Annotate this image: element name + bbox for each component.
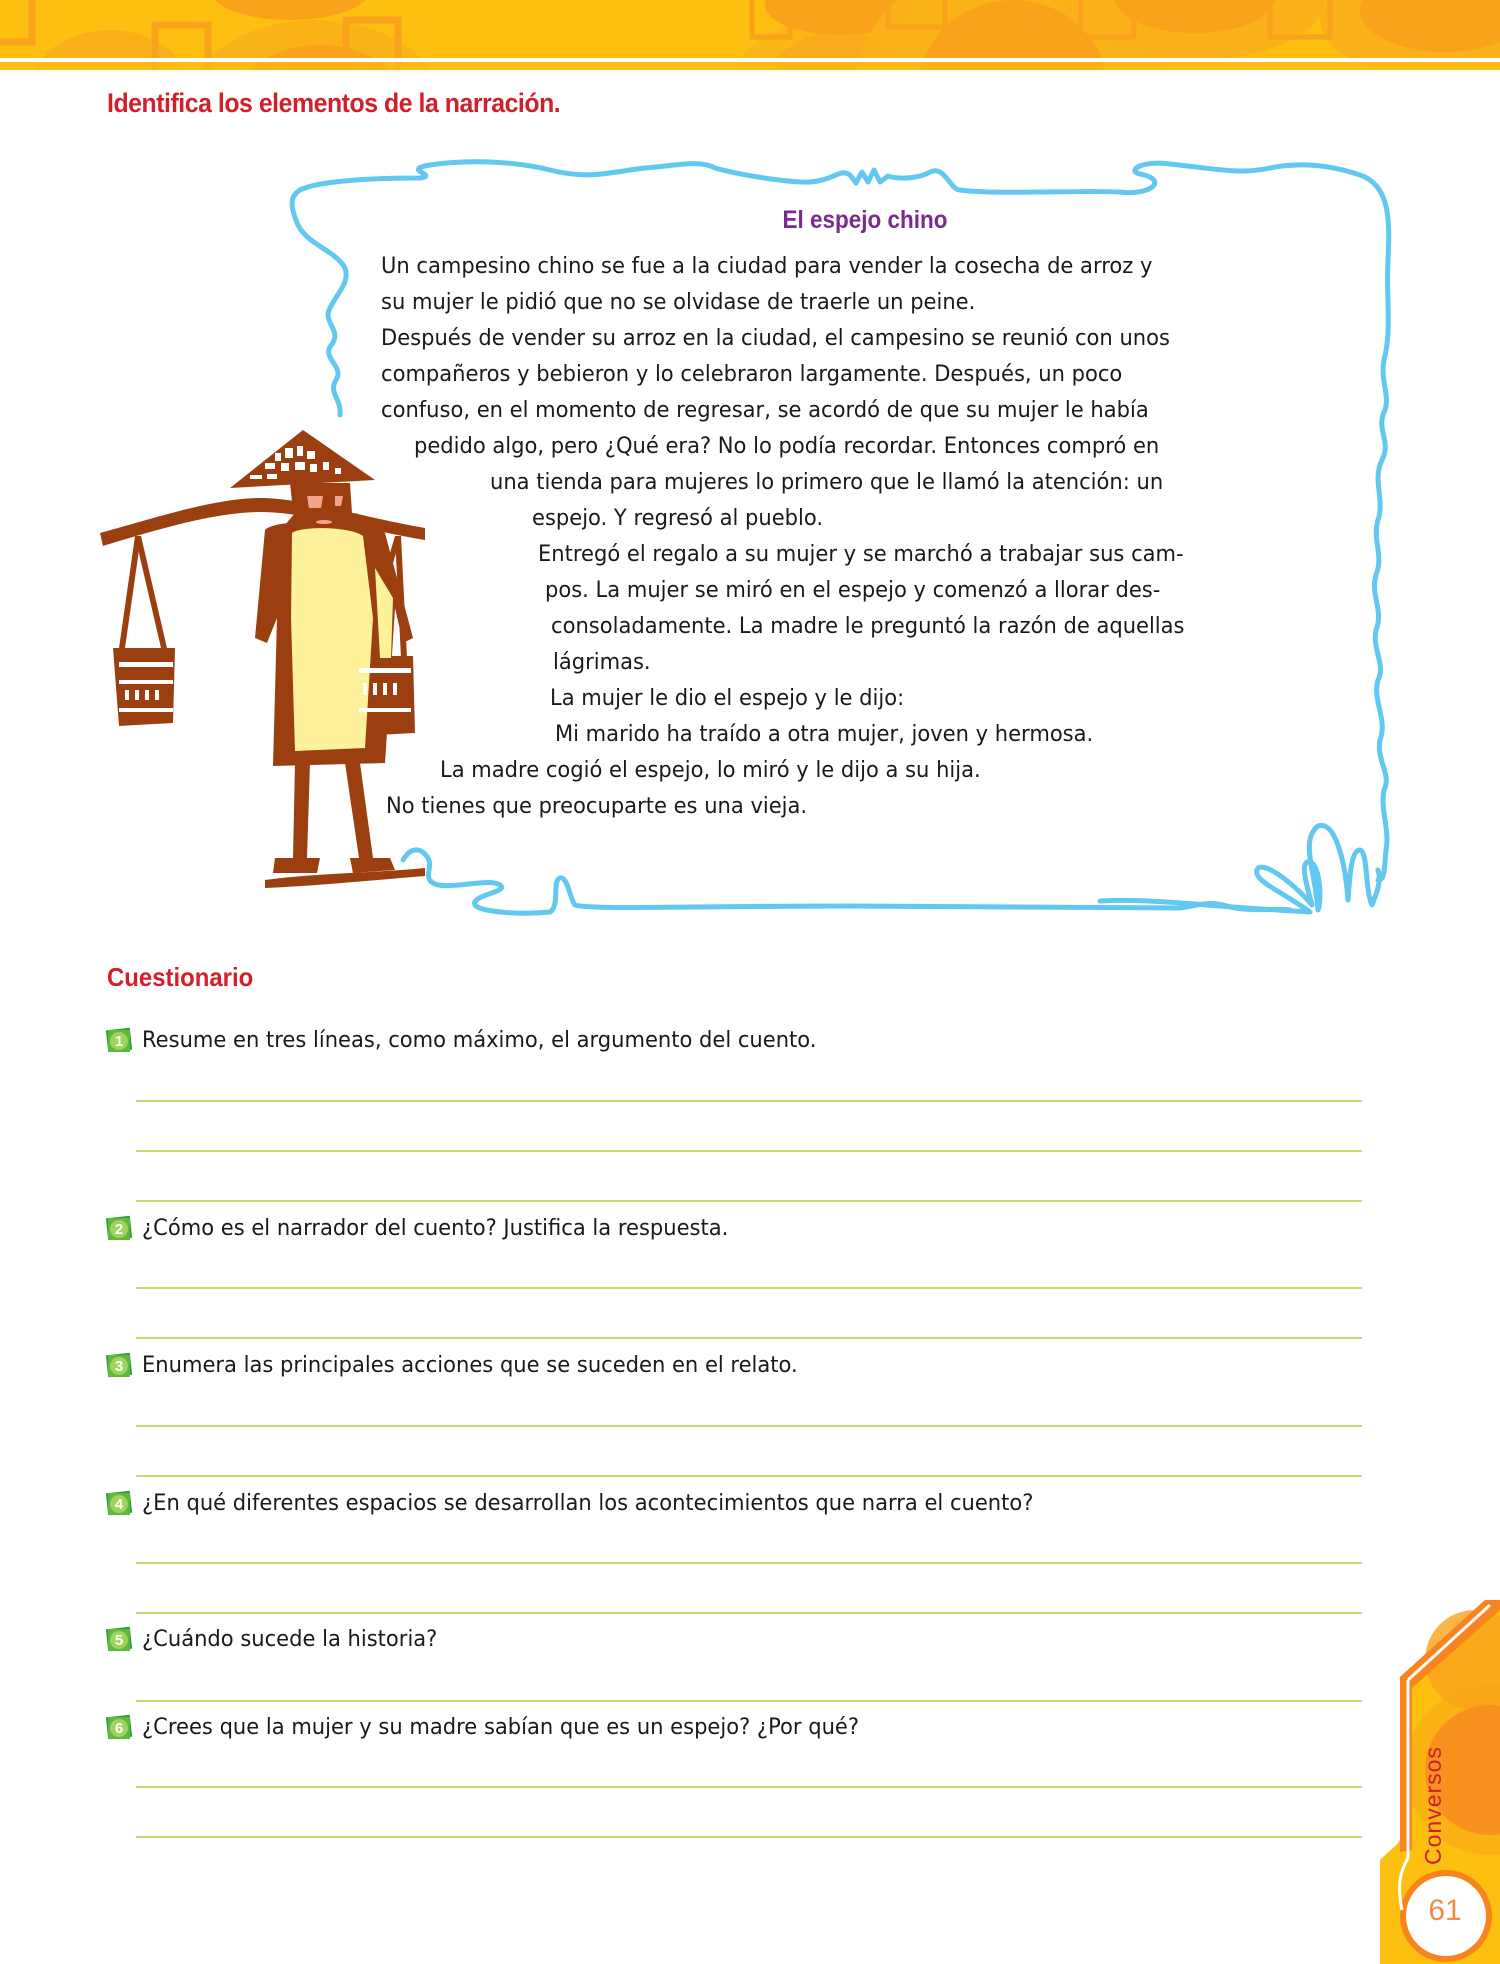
story-title: El espejo chino bbox=[782, 206, 948, 234]
story-line: compañeros y bebieron y lo celebraron largamente. Después, un poco bbox=[381, 361, 1123, 387]
answer-line[interactable] bbox=[136, 1100, 1362, 1102]
question-4 bbox=[106, 1487, 1095, 1519]
header-decoration bbox=[0, 0, 1500, 71]
answer-line[interactable] bbox=[136, 1612, 1362, 1614]
story-line: Después de vender su arroz en la ciudad, el campesino se reunió con unos bbox=[381, 325, 1170, 351]
answer-line[interactable] bbox=[136, 1562, 1362, 1564]
question-number-badge: 2 bbox=[106, 1215, 132, 1241]
question-text: ¿Crees que la mujer y su madre sabían que es un espejo? ¿Por qué? bbox=[142, 1714, 860, 1740]
story-line: La madre cogió el espejo, lo miró y le dijo a su hija. bbox=[440, 757, 981, 783]
book-title-label: Conversos bbox=[1420, 1746, 1446, 1865]
question-number-badge: 5 bbox=[106, 1626, 132, 1652]
question-number-badge: 6 bbox=[106, 1714, 132, 1740]
answer-line[interactable] bbox=[136, 1150, 1362, 1152]
question-text: ¿Cuándo sucede la historia? bbox=[142, 1626, 438, 1652]
answer-line[interactable] bbox=[136, 1700, 1362, 1702]
peasant-illustration bbox=[95, 418, 425, 898]
question-2 bbox=[106, 1212, 769, 1244]
story-line: consoladamente. La madre le preguntó la razón de aquellas bbox=[551, 613, 1185, 639]
story-line: La mujer le dio el espejo y le dijo: bbox=[550, 685, 905, 711]
header-band bbox=[0, 0, 1500, 71]
question-text: ¿En qué diferentes espacios se desarrollan los acontecimientos que narra el cuento? bbox=[142, 1490, 1034, 1516]
question-number-badge: 4 bbox=[106, 1490, 132, 1516]
question-number-badge: 1 bbox=[106, 1027, 132, 1053]
section-title: Identifica los elementos de la narración. bbox=[107, 88, 561, 118]
question-6 bbox=[106, 1711, 909, 1743]
question-3 bbox=[106, 1349, 843, 1381]
story-line: Un campesino chino se fue a la ciudad para vender la cosecha de arroz y bbox=[381, 253, 1153, 279]
question-text: Resume en tres líneas, como máximo, el argumento del cuento. bbox=[142, 1027, 817, 1053]
answer-line[interactable] bbox=[136, 1287, 1362, 1289]
answer-line[interactable] bbox=[136, 1475, 1362, 1477]
answer-line[interactable] bbox=[136, 1786, 1362, 1788]
answer-line[interactable] bbox=[136, 1337, 1362, 1339]
answer-line[interactable] bbox=[136, 1836, 1362, 1838]
question-text: Enumera las principales acciones que se suceden en el relato. bbox=[142, 1352, 798, 1378]
story-line: Mi marido ha traído a otra mujer, joven y hermosa. bbox=[555, 721, 1094, 747]
question-1 bbox=[106, 1024, 863, 1056]
story-line: pedido algo, pero ¿Qué era? No lo podía recordar. Entonces compró en bbox=[414, 433, 1160, 459]
answer-line[interactable] bbox=[136, 1425, 1362, 1427]
story-line: su mujer le pidió que no se olvidase de traerle un peine. bbox=[381, 289, 976, 315]
question-text: ¿Cómo es el narrador del cuento? Justifica la respuesta. bbox=[142, 1215, 729, 1241]
page-number: 61 bbox=[1428, 1894, 1462, 1927]
story-line: una tienda para mujeres lo primero que le llamó la atención: un bbox=[490, 469, 1164, 495]
story-line: lágrimas. bbox=[553, 649, 651, 675]
questionnaire-title: Cuestionario bbox=[107, 962, 254, 992]
question-number-badge: 3 bbox=[106, 1352, 132, 1378]
story-line: espejo. Y regresó al pueblo. bbox=[532, 505, 824, 531]
answer-line[interactable] bbox=[136, 1200, 1362, 1202]
story-line: Entregó el regalo a su mujer y se marchó a trabajar sus cam- bbox=[538, 541, 1184, 567]
story-line: No tienes que preocuparte es una vieja. bbox=[386, 793, 808, 819]
story-line: confuso, en el momento de regresar, se acordó de que su mujer le había bbox=[381, 397, 1149, 423]
question-5 bbox=[106, 1623, 458, 1655]
story-line: pos. La mujer se miró en el espejo y comenzó a llorar des- bbox=[545, 577, 1161, 603]
